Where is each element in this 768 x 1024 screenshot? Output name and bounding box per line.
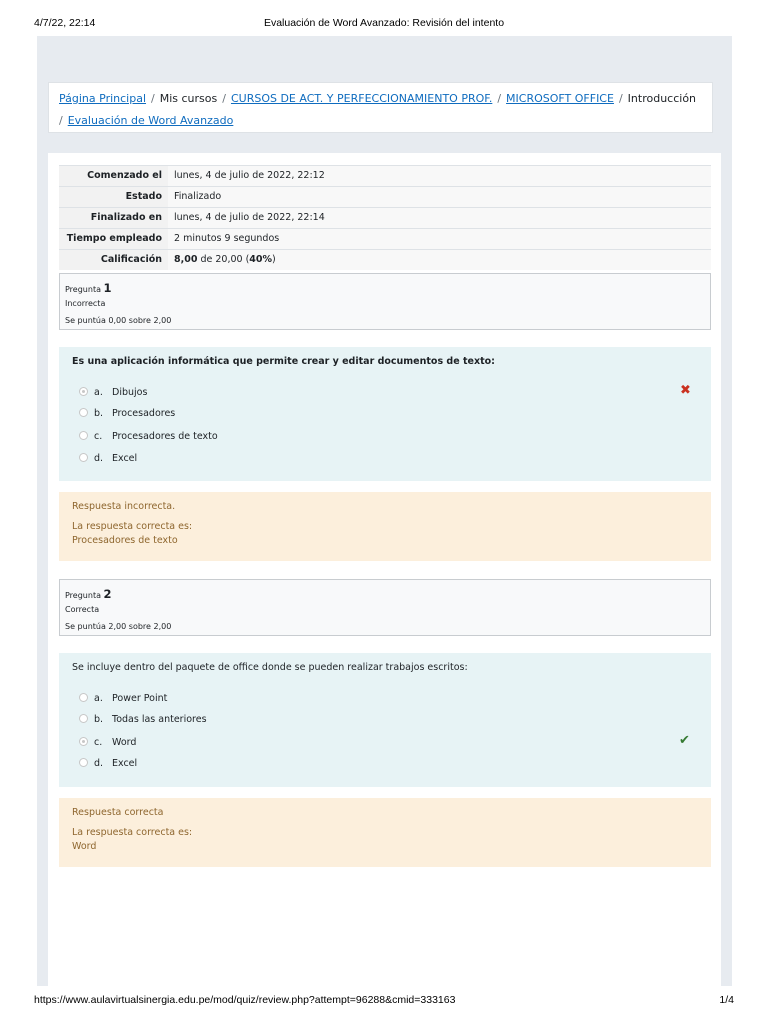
grade-close: ) [272,254,276,265]
cross-icon: ✖ [680,383,691,398]
summary-label: Calificación [59,250,168,271]
option-text: Excel [112,758,138,769]
answer-option[interactable] [79,737,136,748]
answer-option[interactable] [79,431,218,442]
print-url: https://www.aulavirtualsinergia.edu.pe/mod/quiz/review.php?attempt=96288&cmid=333163 [34,994,456,1006]
answer-option[interactable] [79,387,147,398]
answer-option[interactable] [79,693,167,704]
radio-icon[interactable] [79,737,88,746]
question-grade: Se puntúa 0,00 sobre 2,00 [65,316,172,325]
option-letter: a. [94,693,103,704]
option-text: Word [112,737,137,748]
print-timestamp: 4/7/22, 22:14 [34,17,96,29]
breadcrumb-separator: / [222,92,226,105]
question-number [65,587,112,601]
option-letter: a. [94,387,103,398]
summary-value [168,250,711,271]
summary-row-state [59,187,711,208]
breadcrumb-separator: / [151,92,155,105]
print-footer [0,986,768,1024]
feedback-title: Respuesta incorrecta. [72,501,176,512]
summary-row-started [59,166,711,187]
option-text: Excel [112,453,138,464]
question-number [65,281,112,295]
breadcrumb-quiz-link[interactable]: Evaluación de Word Avanzado [67,114,234,127]
summary-label: Estado [59,187,168,208]
feedback-title: Respuesta correcta [72,807,164,818]
radio-icon[interactable] [79,453,88,462]
question-text: Se incluye dentro del paquete de office donde se pueden realizar trabajos escritos: [72,662,468,673]
radio-icon[interactable] [79,387,88,396]
correct-answer-value: Word [72,841,97,852]
breadcrumb-separator: / [497,92,502,105]
breadcrumb-separator: / [618,92,623,105]
option-text: Power Point [112,693,168,704]
summary-label: Finalizado en [59,208,168,229]
question-text: Es una aplicación informática que permite crear y editar documentos de texto: [72,356,495,367]
answer-option[interactable] [79,408,175,419]
question-grade: Se puntúa 2,00 sobre 2,00 [65,622,172,631]
summary-row-time [59,229,711,250]
check-icon: ✔ [679,733,690,748]
summary-value: Finalizado [168,187,711,208]
summary-row-grade [59,250,711,271]
grade-percent: 40% [249,254,273,265]
option-text: Todas las anteriores [112,714,207,725]
correct-answer-label: La respuesta correcta es: [72,521,193,532]
print-header [0,0,768,36]
option-text: Procesadores [112,408,176,419]
print-page-number: 1/4 [719,994,734,1006]
summary-value: 2 minutos 9 segundos [168,229,711,250]
question-feedback-2 [59,798,711,867]
breadcrumb-home-link[interactable]: Página Principal [59,92,147,105]
breadcrumb-my-courses: Mis cursos [159,92,218,105]
question-label: Pregunta [65,285,101,294]
question-state: Correcta [65,605,100,614]
question-content-2 [59,653,711,787]
correct-answer-label: La respuesta correcta es: [72,827,193,838]
answer-option[interactable] [79,714,207,725]
breadcrumb-course-link[interactable]: MICROSOFT OFFICE [506,92,614,105]
question-info-1 [59,273,711,330]
answer-option[interactable] [79,453,137,464]
summary-label: Comenzado el [59,166,168,187]
option-text: Procesadores de texto [112,431,218,442]
radio-icon[interactable] [79,693,88,702]
breadcrumb-separator: / [59,114,63,127]
question-state: Incorrecta [65,299,106,308]
summary-value: lunes, 4 de julio de 2022, 22:14 [168,208,711,229]
print-title: Evaluación de Word Avanzado: Revisión del intento [263,17,505,29]
answer-option[interactable] [79,758,137,769]
question-number-value: 1 [103,281,112,295]
summary-row-finished [59,208,711,229]
question-label: Pregunta [65,591,101,600]
option-letter: b. [94,408,104,419]
radio-icon[interactable] [79,714,88,723]
breadcrumb-section: Introducción [627,92,697,105]
breadcrumb [48,82,713,133]
summary-value: lunes, 4 de julio de 2022, 22:12 [168,166,711,187]
question-feedback-1 [59,492,711,561]
breadcrumb-course-category-link[interactable]: CURSOS DE ACT. Y PERFECCIONAMIENTO PROF. [230,92,493,105]
option-letter: c. [94,431,103,442]
question-number-value: 2 [103,587,112,601]
option-text: Dibujos [112,387,148,398]
summary-label: Tiempo empleado [59,229,168,250]
grade-of: de 20,00 ( [197,254,250,265]
radio-icon[interactable] [79,758,88,767]
option-letter: b. [94,714,104,725]
attempt-summary-table [59,165,711,270]
radio-icon[interactable] [79,431,88,440]
correct-answer-value: Procesadores de texto [72,535,178,546]
question-content-1 [59,347,711,481]
option-letter: c. [94,737,103,748]
question-info-2 [59,579,711,636]
option-letter: d. [94,453,104,464]
radio-icon[interactable] [79,408,88,417]
grade-score: 8,00 [174,254,198,265]
option-letter: d. [94,758,104,769]
